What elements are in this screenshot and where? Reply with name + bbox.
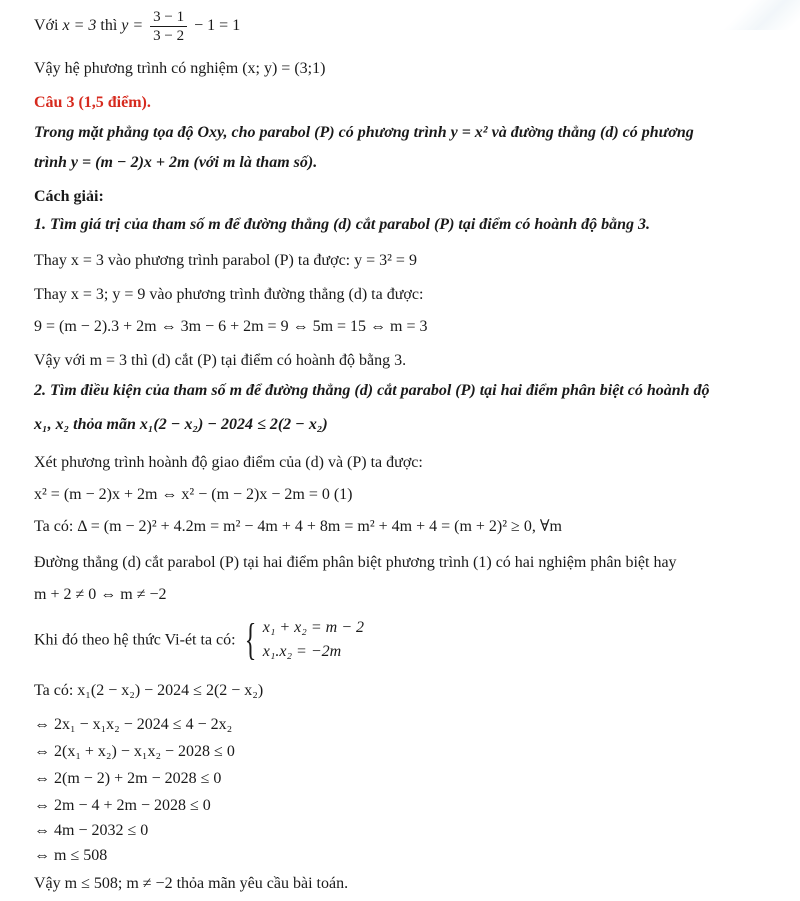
- inequality-start: Ta có: x₁(2 − x₂) − 2024 ≤ 2(2 − x₂): [34, 682, 264, 699]
- corner-watermark: [720, 0, 800, 30]
- math-minus-1: − 1 = 1: [194, 17, 241, 35]
- part2-line-3: Ta có: Δ = (m − 2)² + 4.2m = m² − 4m + 4 + 8m = m² + 4m + 4 = (m + 2)² ≥ 0, ∀m: [34, 518, 562, 535]
- part1-line-2: Thay x = 3; y = 9 vào phương trình đường thẳng (d) ta được:: [34, 286, 424, 303]
- math-x-equals-3: x = 3: [62, 17, 97, 35]
- part2-line-2: x² = (m − 2)x + 2m ⇔ x² − (m − 2)x − 2m = 0 (1): [34, 486, 353, 503]
- step-2: ⇔ 2(x₁ + x₂) − x₁x₂ − 2028 ≤ 0: [34, 743, 235, 760]
- fraction: [150, 8, 187, 45]
- step-3: ⇔ 2(m − 2) + 2m − 2028 ≤ 0: [34, 770, 222, 787]
- fraction-numerator: 3 − 1: [150, 8, 187, 27]
- part1-line-4: Vậy với m = 3 thì (d) cắt (P) tại điểm có hoành độ bằng 3.: [34, 352, 407, 369]
- problem-statement-1: Trong mặt phẳng tọa độ Oxy, cho parabol (P) có phương trình y = x² và đường thẳng (d) có phương: [34, 124, 694, 141]
- step-5: ⇔ 4m − 2032 ≤ 0: [34, 822, 149, 839]
- vieta-product: x₁.x₂ = −2m: [262, 643, 342, 661]
- step-4: ⇔ 2m − 4 + 2m − 2028 ≤ 0: [34, 797, 211, 814]
- part2-line-4: Đường thẳng (d) cắt parabol (P) tại hai điểm phân biệt phương trình (1) có hai nghiệm phân biệt hay: [34, 554, 677, 571]
- part2-line-5: m + 2 ≠ 0 ⇔ m ≠ −2: [34, 586, 167, 603]
- question-heading: Câu 3 (1,5 điểm).: [34, 94, 151, 111]
- text-voi: Với: [34, 17, 63, 35]
- vieta-sum: x₁ + x₂ = m − 2: [262, 619, 364, 637]
- vieta-label: Khi đó theo hệ thức Vi-ét ta có:: [34, 631, 236, 649]
- part2-line-1: Xét phương trình hoành độ giao điểm của (d) và (P) ta được:: [34, 454, 423, 471]
- solution-line: Vậy hệ phương trình có nghiệm (x; y) = (3;1): [34, 60, 326, 77]
- part1-line-3: 9 = (m − 2).3 + 2m ⇔ 3m − 6 + 2m = 9 ⇔ 5m = 15 ⇔ m = 3: [34, 318, 428, 335]
- math-y-equals: y =: [121, 17, 144, 35]
- method-heading: Cách giải:: [34, 188, 104, 205]
- part1-title: 1. Tìm giá trị của tham số m để đường thẳng (d) cắt parabol (P) tại điểm có hoành độ bằng 3.: [34, 216, 650, 233]
- part1-line-1: Thay x = 3 vào phương trình parabol (P) ta được: y = 3² = 9: [34, 252, 417, 269]
- text-thi: thì: [100, 17, 122, 35]
- part2-title-2: x₁, x₂ thỏa mãn x₁(2 − x₂) − 2024 ≤ 2(2 − x₂): [34, 416, 328, 433]
- fraction-denominator: 3 − 2: [153, 28, 185, 44]
- line-with-fraction: [34, 8, 240, 45]
- step-6: ⇔ m ≤ 508: [34, 847, 108, 864]
- vieta-system: [240, 616, 364, 664]
- system-brace: {: [244, 615, 256, 665]
- part2-title-1: 2. Tìm điều kiện của tham số m để đường thẳng (d) cắt parabol (P) tại hai điểm phân biệt có hoành độ: [34, 382, 710, 399]
- problem-statement-2: trình y = (m − 2)x + 2m (với m là tham số).: [34, 154, 318, 171]
- vieta-line: [34, 616, 364, 664]
- conclusion: Vậy m ≤ 508; m ≠ −2 thỏa mãn yêu cầu bài toán.: [34, 875, 349, 892]
- step-1: ⇔ 2x₁ − x₁x₂ − 2024 ≤ 4 − 2x₂: [34, 716, 233, 733]
